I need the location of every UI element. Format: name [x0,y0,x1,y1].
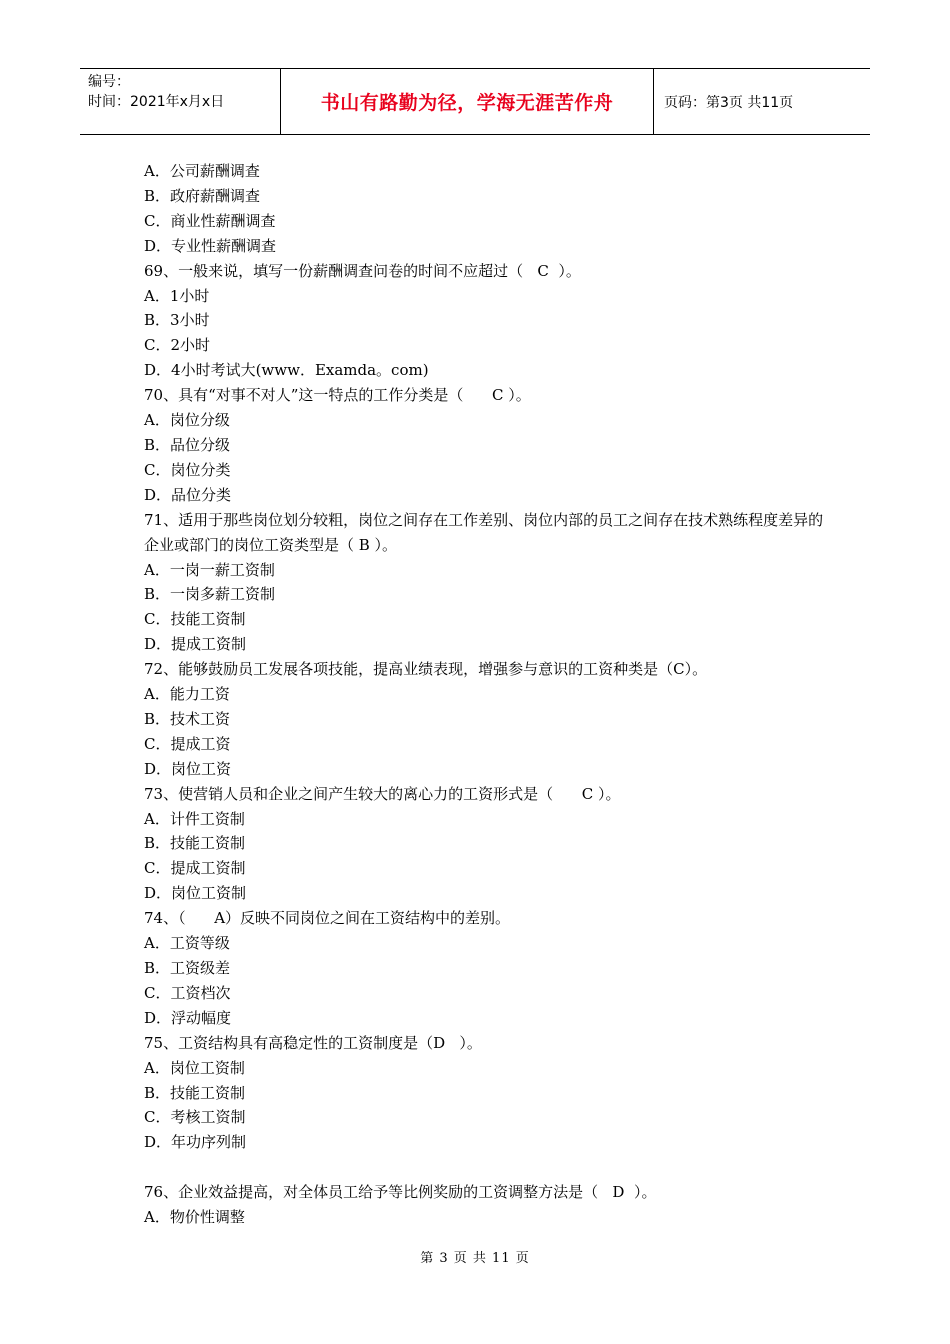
question-74: 74、（ A）反映不同岗位之间在工资结构中的差别。 [144,909,511,928]
option-line: A．计件工资制 [144,809,245,828]
question-69: 69、一般来说，填写一份薪酬调查问卷的时间不应超过（ C ）。 [144,261,581,280]
page-header [80,68,870,135]
question-76: 76、企业效益提高，对全体员工给予等比例奖励的工资调整方法是（ D ）。 [144,1183,657,1202]
option-line: C．2小时 [144,336,211,355]
option-line: A．公司薪酬调查 [144,162,260,180]
option-line: A．一岗一薪工资制 [144,560,275,579]
header-page-info: 页码：第3页 共11页 [664,94,794,111]
document-body [144,159,824,1230]
option-line: B．3小时 [144,311,210,330]
option-line: B．技能工资制 [144,834,246,853]
option-line: D．4小时考试大(www．Examda。com) [144,361,429,380]
header-meta [80,69,281,134]
question-72: 72、能够鼓励员工发展各项技能，提高业绩表现，增强参与意识的工资种类是（C）。 [144,660,708,679]
option-line: C．考核工资制 [144,1108,246,1127]
option-line: C．提成工资 [144,734,231,753]
option-line: D．浮动幅度 [144,1008,232,1027]
option-line: A．物价性调整 [144,1208,245,1227]
option-line: B．政府薪酬调查 [144,186,261,205]
option-line: B．技能工资制 [144,1083,246,1102]
question-73: 73、使营销人员和企业之间产生较大的离心力的工资形式是（ C ）。 [144,784,621,803]
option-line: D．提成工资制 [144,635,247,654]
option-line: C．技能工资制 [144,610,246,629]
page-footer: 第 3 页 共 11 页 [420,1251,530,1266]
option-line: B．工资级差 [144,959,231,977]
option-line: D．品位分类 [144,485,232,504]
blank-line [144,1155,824,1180]
option-line: C．工资档次 [144,983,231,1002]
option-line: C．岗位分类 [144,460,231,479]
question-75: 75、工资结构具有高稳定性的工资制度是（D ）。 [144,1033,482,1052]
option-line: C．商业性薪酬调查 [144,211,276,230]
option-line: B．一岗多薪工资制 [144,585,276,604]
option-line: A．1小时 [144,286,210,305]
question-71: 71、适用于那些岗位划分较粗，岗位之间存在工作差别、岗位内部的员工之间存在技术熟练程度差异的企业或部门的岗位工资类型是（ B ）。 [144,510,824,554]
option-line: A．工资等级 [144,934,230,953]
question-70: 70、具有“对事不对人”这一特点的工作分类是（ C ）。 [144,386,531,405]
option-line: D．专业性薪酬调查 [144,236,277,255]
number-label: 编号： [88,74,130,90]
option-line: A．能力工资 [144,685,230,704]
option-line: D．年功序列制 [144,1133,247,1152]
header-motto: 书山有路勤为径，学海无涯苦作舟 [281,69,654,134]
option-line: A．岗位分级 [144,411,230,430]
option-line: D．岗位工资 [144,759,232,778]
option-line: B．技术工资 [144,709,231,728]
option-line: A．岗位工资制 [144,1058,245,1077]
option-line: C．提成工资制 [144,859,246,878]
option-line: B．品位分级 [144,435,231,454]
option-line: D．岗位工资制 [144,884,247,903]
time-label: 时间：2021年x月x日 [88,94,225,110]
